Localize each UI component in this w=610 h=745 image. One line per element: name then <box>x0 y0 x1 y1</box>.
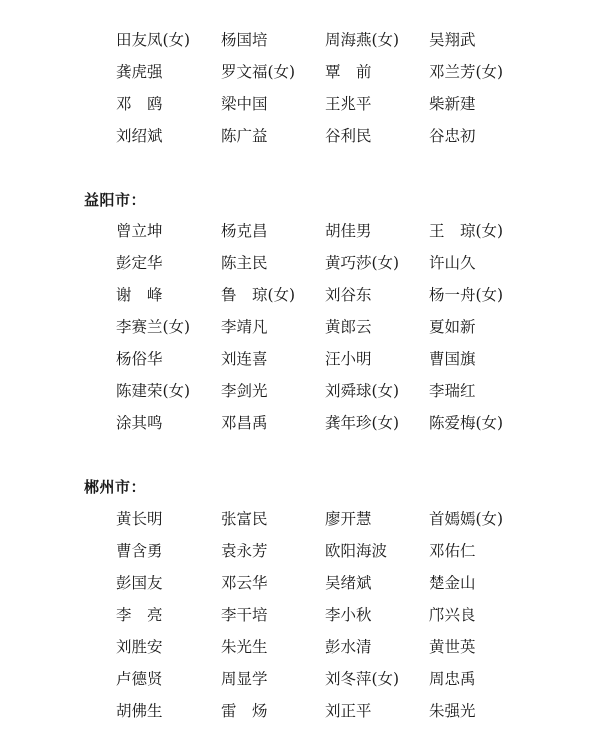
person-name: 彭国友 <box>116 574 163 592</box>
person-name: 周海燕(女) <box>325 31 400 49</box>
name-row <box>0 636 610 658</box>
name-row <box>0 93 610 115</box>
person-name: 杨俗华 <box>116 350 163 368</box>
person-name: 周忠禹 <box>429 670 476 688</box>
person-name: 李 亮 <box>116 606 163 624</box>
person-name: 刘舜球(女) <box>325 382 400 400</box>
person-name: 雷 炀 <box>221 702 268 720</box>
person-name: 卢德贤 <box>116 670 163 688</box>
name-row <box>0 540 610 562</box>
person-name: 刘正平 <box>325 702 372 720</box>
person-name: 杨克昌 <box>221 222 268 240</box>
person-name: 汪小明 <box>325 350 372 368</box>
person-name: 黄世英 <box>429 638 476 656</box>
name-row <box>0 252 610 274</box>
person-name: 李靖凡 <box>221 318 268 336</box>
person-name: 谷忠初 <box>429 127 476 145</box>
person-name: 袁永芳 <box>221 542 268 560</box>
person-name: 邓佑仁 <box>429 542 476 560</box>
person-name: 周显学 <box>221 670 268 688</box>
person-name: 吴绪斌 <box>325 574 372 592</box>
name-row <box>0 380 610 402</box>
person-name: 黄长明 <box>116 510 163 528</box>
person-name: 陈建荣(女) <box>116 382 191 400</box>
name-row <box>0 412 610 434</box>
person-name: 龚年珍(女) <box>325 414 400 432</box>
section-heading: 益阳市： <box>84 191 147 209</box>
person-name: 邓 鸥 <box>116 95 163 113</box>
name-row <box>0 508 610 530</box>
person-name: 欧阳海波 <box>325 542 388 560</box>
person-name: 王 琼(女) <box>429 222 504 240</box>
person-name: 刘冬萍(女) <box>325 670 400 688</box>
person-name: 胡佳男 <box>325 222 372 240</box>
person-name: 罗文福(女) <box>221 63 296 81</box>
name-row <box>0 348 610 370</box>
person-name: 鲁 琼(女) <box>221 286 296 304</box>
person-name: 刘绍斌 <box>116 127 163 145</box>
person-name: 胡佛生 <box>116 702 163 720</box>
name-row <box>0 61 610 83</box>
person-name: 杨国培 <box>221 31 268 49</box>
person-name: 邓云华 <box>221 574 268 592</box>
person-name: 邝兴良 <box>429 606 476 624</box>
person-name: 刘谷东 <box>325 286 372 304</box>
section-heading: 郴州市： <box>84 478 147 496</box>
person-name: 首嫣嫣(女) <box>429 510 504 528</box>
name-row <box>0 125 610 147</box>
person-name: 田友凤(女) <box>116 31 191 49</box>
person-name: 邓昌禹 <box>221 414 268 432</box>
person-name: 陈主民 <box>221 254 268 272</box>
name-row <box>0 284 610 306</box>
person-name: 邓兰芳(女) <box>429 63 504 81</box>
person-name: 彭定华 <box>116 254 163 272</box>
name-row <box>0 220 610 242</box>
name-row <box>0 700 610 722</box>
person-name: 曾立坤 <box>116 222 163 240</box>
name-row <box>0 316 610 338</box>
person-name: 柴新建 <box>429 95 476 113</box>
person-name: 李小秋 <box>325 606 372 624</box>
person-name: 梁中国 <box>221 95 268 113</box>
person-name: 刘连喜 <box>221 350 268 368</box>
person-name: 黄巧莎(女) <box>325 254 400 272</box>
person-name: 刘胜安 <box>116 638 163 656</box>
name-row <box>0 604 610 626</box>
person-name: 谢 峰 <box>116 286 163 304</box>
person-name: 黄郎云 <box>325 318 372 336</box>
person-name: 李瑞红 <box>429 382 476 400</box>
person-name: 廖开慧 <box>325 510 372 528</box>
person-name: 夏如新 <box>429 318 476 336</box>
person-name: 楚金山 <box>429 574 476 592</box>
person-name: 谷利民 <box>325 127 372 145</box>
person-name: 杨一舟(女) <box>429 286 504 304</box>
person-name: 李赛兰(女) <box>116 318 191 336</box>
person-name: 张富民 <box>221 510 268 528</box>
person-name: 朱光生 <box>221 638 268 656</box>
person-name: 曹国旗 <box>429 350 476 368</box>
person-name: 龚虎强 <box>116 63 163 81</box>
person-name: 陈广益 <box>221 127 268 145</box>
person-name: 许山久 <box>429 254 476 272</box>
person-name: 陈爱梅(女) <box>429 414 504 432</box>
person-name: 覃 前 <box>325 63 372 81</box>
name-row <box>0 668 610 690</box>
person-name: 李干培 <box>221 606 268 624</box>
person-name: 涂其鸣 <box>116 414 163 432</box>
person-name: 吴翔武 <box>429 31 476 49</box>
person-name: 朱强光 <box>429 702 476 720</box>
person-name: 曹含勇 <box>116 542 163 560</box>
person-name: 王兆平 <box>325 95 372 113</box>
name-row <box>0 572 610 594</box>
person-name: 彭水清 <box>325 638 372 656</box>
name-row <box>0 29 610 51</box>
person-name: 李剑光 <box>221 382 268 400</box>
